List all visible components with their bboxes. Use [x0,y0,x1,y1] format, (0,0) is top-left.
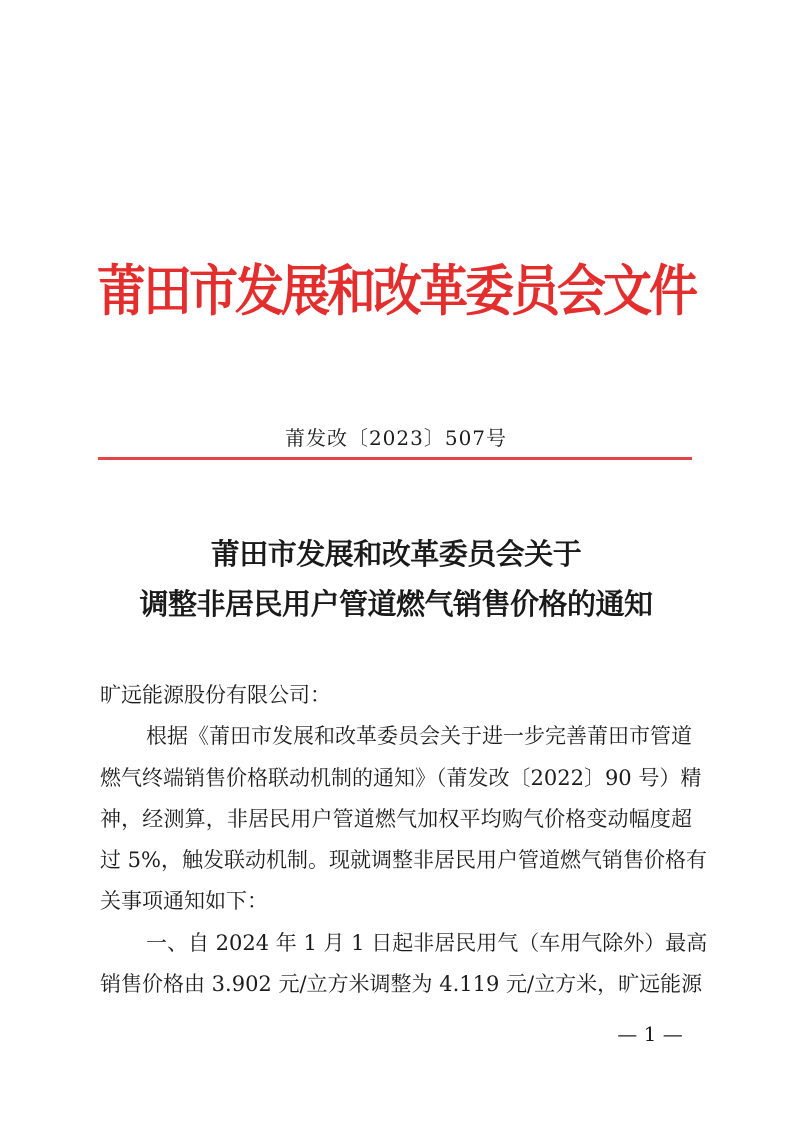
body-line-5: 关事项通知如下： [100,889,268,913]
addressee: 旷远能源股份有限公司： [100,683,331,707]
notice-title-line-1: 莆田市发展和改革委员会关于 [210,537,582,571]
body-line-4: 过 5%，触发联动机制。现就调整非居民用户管道燃气销售价格有 [100,848,707,872]
body-line-2: 燃气终端销售价格联动机制的通知》（莆发改〔2022〕90 号）精 [100,766,702,790]
body-line-7: 销售价格由 3.902 元/立方米调整为 4.119 元/立方米，旷远能源 [100,972,703,996]
body-line-6: 一、自 2024 年 1 月 1 日起非居民用气（车用气除外）最高 [146,931,708,955]
body-line-3: 神，经测算，非居民用户管道燃气加权平均购气价格变动幅度超 [100,807,692,831]
masthead-title: 莆田市发展和改革委员会文件 [96,258,695,324]
document-number: 莆发改〔2023〕507号 [284,426,508,450]
notice-title-line-2: 调整非居民用户管道燃气销售价格的通知 [139,587,653,621]
red-divider-rule [98,457,692,460]
page-number: — 1 — [617,1022,683,1046]
body-line-1: 根据《莆田市发展和改革委员会关于进一步完善莆田市管道 [146,724,692,748]
